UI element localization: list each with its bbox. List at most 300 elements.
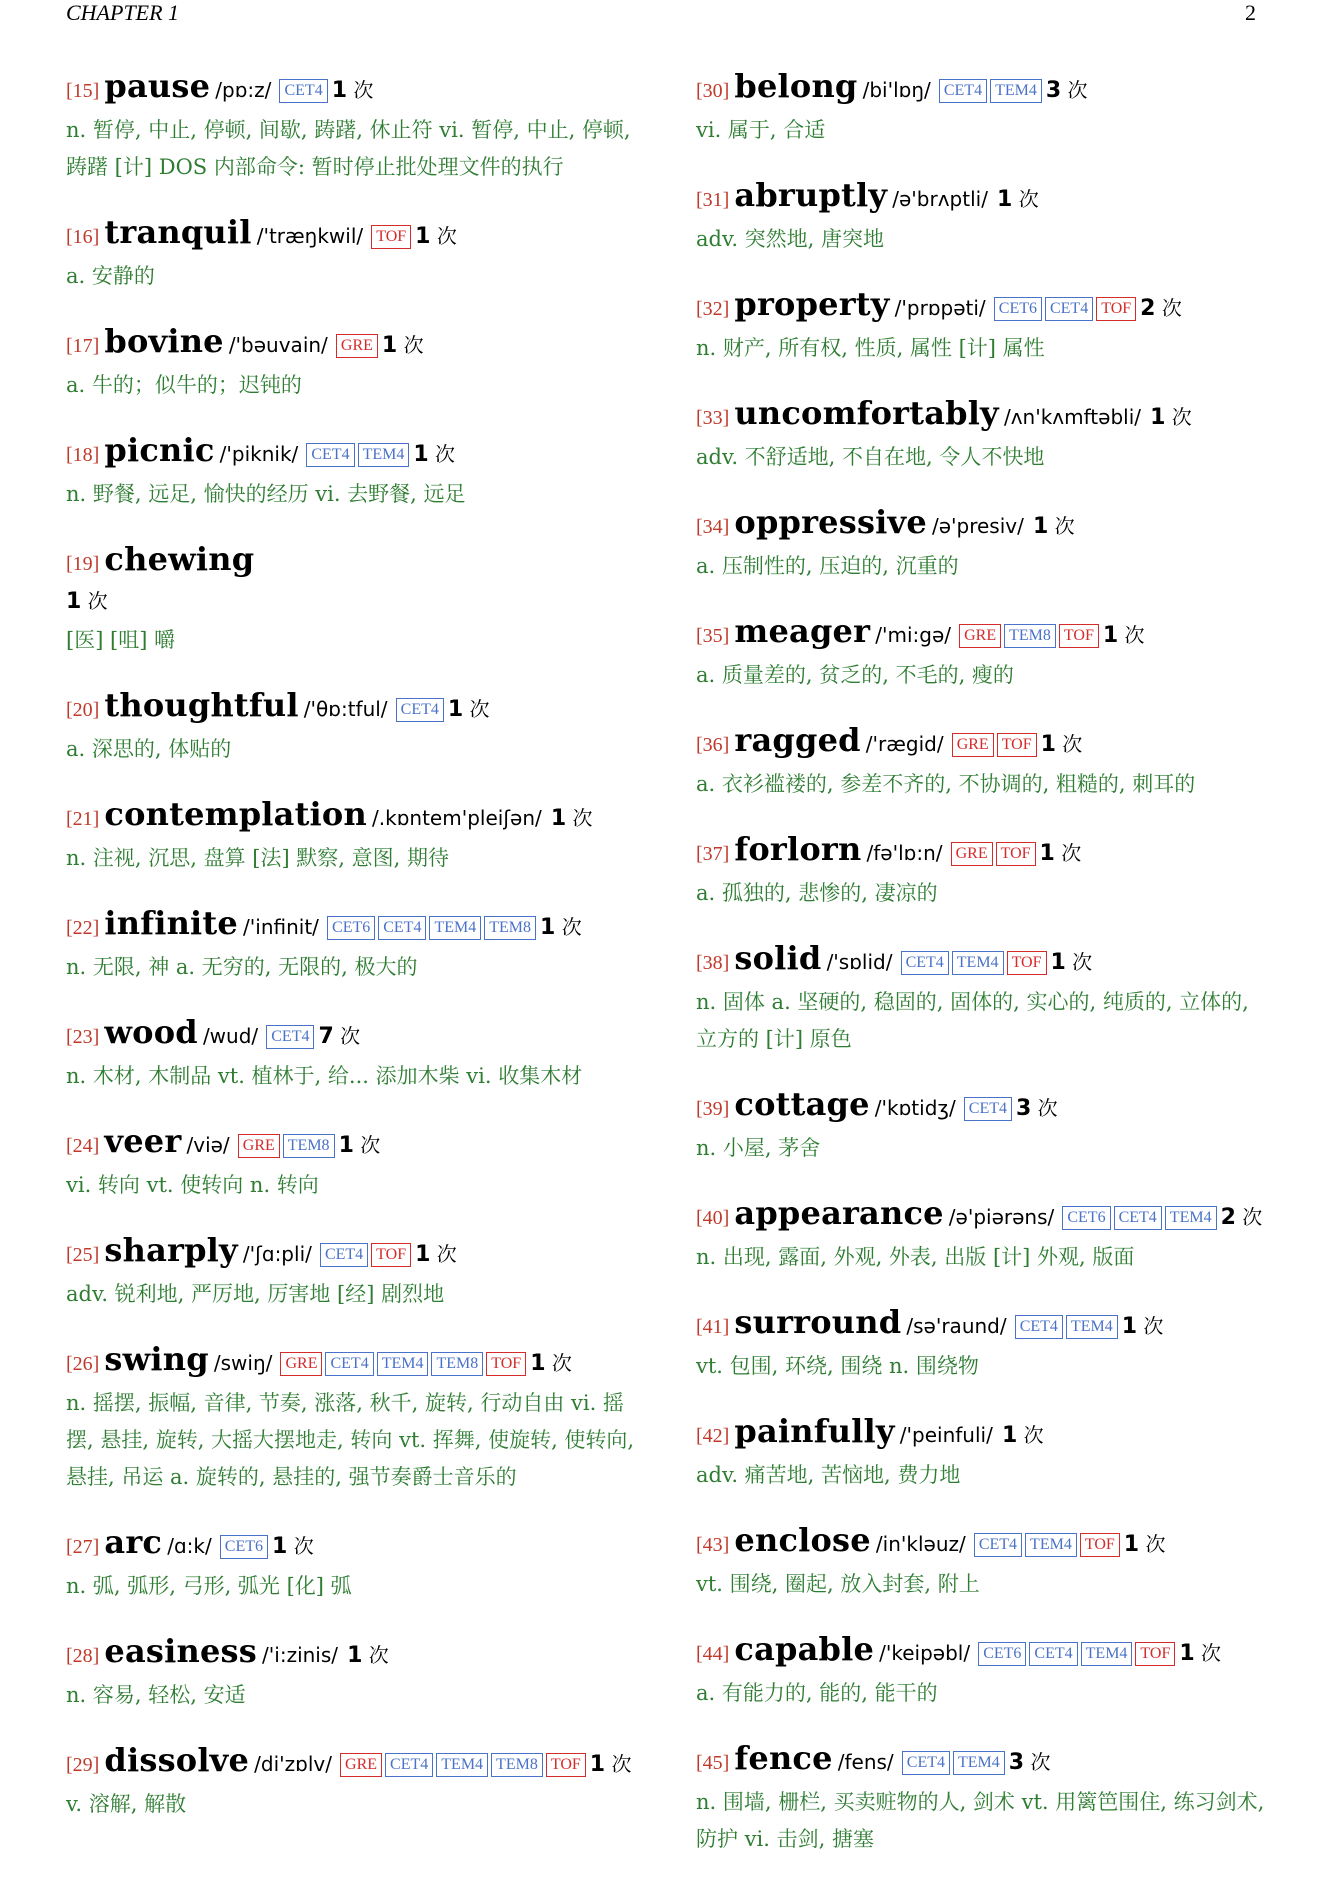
- count-unit: 次: [353, 78, 374, 102]
- count-value: 1: [413, 442, 429, 467]
- phonetic: /'i:zinis/: [262, 1643, 339, 1667]
- word-entry: [66, 1341, 636, 1496]
- entry-number: [45]: [696, 1752, 730, 1774]
- word-entry: [696, 1522, 1266, 1603]
- occurrence-count: [1221, 1205, 1263, 1229]
- exam-tag: TOF: [996, 842, 1036, 866]
- exam-tag: CET4: [396, 698, 444, 722]
- headword: pause: [104, 67, 211, 105]
- entry-headline: [696, 68, 1266, 110]
- definition: n. 财产, 所有权, 性质, 属性 [计] 属性: [696, 336, 1045, 360]
- count-value: 1: [1179, 1641, 1195, 1666]
- headword: thoughtful: [104, 686, 299, 724]
- exam-tag: GRE: [952, 733, 994, 757]
- chapter-label: CHAPTER 1: [66, 0, 180, 25]
- count-value: 3: [1016, 1096, 1032, 1121]
- phonetic: /ɑ:k/: [167, 1534, 212, 1558]
- entry-number: [42]: [696, 1425, 730, 1447]
- exam-tag: CET6: [1062, 1206, 1110, 1230]
- exam-tag: TEM4: [377, 1352, 429, 1376]
- occurrence-count: [1103, 623, 1145, 647]
- occurrence-count: [1122, 1314, 1164, 1338]
- count-value: 1: [381, 333, 398, 358]
- occurrence-count: [272, 1534, 314, 1558]
- occurrence-count: [339, 1133, 381, 1157]
- headword: uncomfortably: [734, 394, 999, 432]
- entry-headline: [66, 1014, 636, 1056]
- count-value: 1: [1001, 1423, 1018, 1448]
- count-unit: 次: [435, 442, 456, 466]
- definition: vt. 围绕, 圈起, 放入封套, 附上: [696, 1572, 980, 1596]
- entry-headline: [696, 1522, 1266, 1564]
- page-number: 2: [1245, 0, 1256, 25]
- entry-headline: [696, 1086, 1266, 1128]
- definition: n. 弧, 弧形, 弓形, 弧光 [化] 弧: [66, 1574, 352, 1598]
- count-unit: 次: [1161, 296, 1182, 320]
- count-value: 1: [550, 806, 567, 831]
- occurrence-count: [1009, 1750, 1051, 1774]
- headword: enclose: [734, 1521, 871, 1559]
- entry-headline: [66, 541, 636, 583]
- definition: adv. 突然地, 唐突地: [696, 227, 885, 251]
- entry-number: [15]: [66, 80, 100, 102]
- phonetic: /ə'presiv/: [931, 514, 1024, 538]
- occurrence-count: [540, 915, 582, 939]
- exam-tag: TEM4: [429, 916, 481, 940]
- definition: n. 出现, 露面, 外观, 外表, 出版 [计] 外观, 版面: [696, 1245, 1135, 1269]
- count-unit: 次: [551, 1351, 572, 1375]
- entry-number: [32]: [696, 298, 730, 320]
- occurrence-count: [590, 1752, 632, 1776]
- entry-headline: [696, 831, 1266, 873]
- exam-tag: CET6: [220, 1535, 268, 1559]
- phonetic: /wud/: [202, 1024, 259, 1048]
- phonetic: /bi'lɒŋ/: [862, 78, 931, 102]
- headword: dissolve: [104, 1741, 250, 1779]
- entry-headline: [696, 286, 1266, 328]
- definition: n. 无限, 神 a. 无穷的, 无限的, 极大的: [66, 955, 418, 979]
- occurrence-count: [1016, 1096, 1058, 1120]
- occurrence-count: [332, 78, 374, 102]
- count-value: 1: [415, 1242, 431, 1267]
- phonetic: /sə'raund/: [906, 1314, 1007, 1338]
- entry-headline: [696, 177, 1266, 219]
- entry-number: [34]: [696, 516, 730, 538]
- entry-headline: [66, 432, 636, 474]
- entry-headline: [66, 1232, 636, 1274]
- phonetic: /in'kləuz/: [875, 1532, 966, 1556]
- exam-tag: CET6: [327, 916, 375, 940]
- headword: easiness: [104, 1632, 257, 1670]
- phonetic: /fens/: [837, 1750, 894, 1774]
- entry-number: [41]: [696, 1316, 730, 1338]
- exam-tag: CET6: [978, 1642, 1026, 1666]
- exam-tag: TEM4: [1066, 1315, 1118, 1339]
- exam-tag: CET4: [378, 916, 426, 940]
- headword: swing: [104, 1340, 209, 1378]
- count-unit: 次: [368, 1643, 389, 1667]
- count-value: 1: [338, 1133, 354, 1158]
- word-entry: [66, 1123, 636, 1204]
- entry-columns: [66, 68, 1266, 1886]
- count-unit: 次: [572, 806, 593, 830]
- headword: picnic: [104, 431, 215, 469]
- word-entry: [696, 613, 1266, 694]
- definition: [医] [咀] 嚼: [66, 628, 176, 652]
- exam-tag: TEM4: [952, 951, 1004, 975]
- phonetic: /'prɒpəti/: [894, 296, 986, 320]
- occurrence-count: [66, 589, 108, 613]
- entry-headline: [696, 1413, 1266, 1455]
- count-unit: 次: [1143, 1314, 1164, 1338]
- entry-headline: [696, 613, 1266, 655]
- exam-tag: TEM4: [436, 1753, 488, 1777]
- count-unit: 次: [436, 1242, 457, 1266]
- definition: a. 有能力的, 能的, 能干的: [696, 1681, 938, 1705]
- occurrence-count: [347, 1643, 389, 1667]
- exam-tag: TOF: [1007, 951, 1047, 975]
- occurrence-count: [318, 1024, 360, 1048]
- occurrence-count: [1002, 1423, 1044, 1447]
- entry-number: [33]: [696, 407, 730, 429]
- word-entry: [66, 323, 636, 404]
- occurrence-count: [1040, 841, 1082, 865]
- entry-number: [27]: [66, 1536, 100, 1558]
- count-unit: 次: [1054, 514, 1075, 538]
- entry-number: [37]: [696, 843, 730, 865]
- count-value: 1: [1121, 1314, 1138, 1339]
- word-entry: [696, 504, 1266, 585]
- exam-tag: TOF: [1059, 624, 1099, 648]
- exam-tag: TEM8: [491, 1753, 543, 1777]
- entry-number: [26]: [66, 1353, 100, 1375]
- count-unit: 次: [611, 1752, 632, 1776]
- definition: n. 容易, 轻松, 安适: [66, 1683, 246, 1707]
- headword: abruptly: [734, 176, 888, 214]
- headword: surround: [734, 1303, 902, 1341]
- definition: a. 孤独的, 悲惨的, 凄凉的: [696, 881, 938, 905]
- definition: n. 注视, 沉思, 盘算 [法] 默察, 意图, 期待: [66, 846, 450, 870]
- exam-tag: GRE: [336, 334, 378, 358]
- word-entry: [696, 395, 1266, 476]
- entry-headline: [66, 687, 636, 729]
- count-unit: 次: [1030, 1750, 1051, 1774]
- exam-tag: TOF: [486, 1352, 526, 1376]
- entry-number: [38]: [696, 952, 730, 974]
- count-value: 1: [272, 1534, 288, 1559]
- word-entry: [66, 68, 636, 186]
- count-value: 1: [1050, 950, 1066, 975]
- word-entry: [696, 286, 1266, 367]
- entry-number: [24]: [66, 1135, 100, 1157]
- word-entry: [66, 1742, 636, 1823]
- headword: forlorn: [734, 830, 862, 868]
- exam-tag: TOF: [1135, 1642, 1175, 1666]
- exam-tag: GRE: [340, 1753, 382, 1777]
- exam-tag: TEM4: [1165, 1206, 1217, 1230]
- phonetic: /di'zɒlv/: [254, 1752, 332, 1776]
- exam-tag: CET4: [325, 1352, 373, 1376]
- word-entry: [66, 905, 636, 986]
- count-unit: 次: [1067, 78, 1088, 102]
- word-entry: [696, 940, 1266, 1058]
- definition: adv. 锐利地, 严厉地, 厉害地 [经] 剧烈地: [66, 1282, 445, 1306]
- entry-headline: [696, 1631, 1266, 1673]
- entry-number: [18]: [66, 444, 100, 466]
- exam-tag: TEM4: [358, 443, 410, 467]
- entry-headline: [696, 1740, 1266, 1782]
- exam-tag: GRE: [238, 1134, 280, 1158]
- occurrence-count: [1150, 405, 1192, 429]
- count-value: 1: [415, 224, 431, 249]
- count-unit: 次: [1171, 405, 1192, 429]
- count-unit: 次: [1124, 623, 1145, 647]
- count-unit: 次: [1242, 1205, 1263, 1229]
- exam-tag: TOF: [997, 733, 1037, 757]
- entry-number: [28]: [66, 1645, 100, 1667]
- occurrence-count: [415, 224, 457, 248]
- exam-tag: TEM8: [431, 1352, 483, 1376]
- headword: meager: [734, 612, 871, 650]
- phonetic: /'ʃɑ:pli/: [242, 1242, 312, 1266]
- occurrence-count: [1033, 514, 1075, 538]
- definition: n. 固体 a. 坚硬的, 稳固的, 固体的, 实心的, 纯质的, 立体的, 立方的 [计] 原色: [696, 990, 1249, 1051]
- word-entry: [66, 541, 636, 659]
- phonetic: /'kɒtidʒ/: [874, 1096, 956, 1120]
- headword: painfully: [734, 1412, 895, 1450]
- phonetic: /fə'lɒ:n/: [866, 841, 943, 865]
- headword: oppressive: [734, 503, 927, 541]
- phonetic: /ə'brʌptli/: [892, 187, 988, 211]
- word-entry: [696, 177, 1266, 258]
- count-value: 1: [1040, 732, 1056, 757]
- headword: ragged: [734, 721, 861, 759]
- count-unit: 次: [1037, 1096, 1058, 1120]
- exam-tag: TEM8: [283, 1134, 335, 1158]
- headword: bovine: [104, 322, 224, 360]
- word-entry: [66, 796, 636, 877]
- occurrence-count: [1124, 1532, 1166, 1556]
- exam-tag: TEM4: [990, 79, 1042, 103]
- entry-number: [16]: [66, 226, 100, 248]
- exam-tag: CET4: [1045, 297, 1093, 321]
- count-unit: 次: [1023, 1423, 1044, 1447]
- count-value: 2: [1140, 296, 1156, 321]
- definition: n. 野餐, 远足, 愉快的经历 vi. 去野餐, 远足: [66, 482, 466, 506]
- word-entry: [696, 1631, 1266, 1712]
- running-head: [66, 0, 1256, 30]
- headword: property: [734, 285, 890, 323]
- phonetic: /viə/: [186, 1133, 230, 1157]
- headword: appearance: [734, 1194, 944, 1232]
- definition: n. 木材, 木制品 vt. 植林于, 给... 添加木柴 vi. 收集木材: [66, 1064, 583, 1088]
- headword: capable: [734, 1630, 875, 1668]
- count-unit: 次: [360, 1133, 381, 1157]
- phonetic: /'træŋkwil/: [256, 224, 364, 248]
- definition: a. 安静的: [66, 264, 155, 288]
- occurrence-count: [382, 333, 424, 357]
- count-value: 1: [1150, 405, 1166, 430]
- entry-number: [29]: [66, 1754, 100, 1776]
- exam-tag: CET4: [385, 1753, 433, 1777]
- headword: cottage: [734, 1085, 870, 1123]
- phonetic: /'bəuvain/: [228, 333, 328, 357]
- phonetic: /ə'piərəns/: [948, 1205, 1055, 1229]
- count-value: 7: [318, 1024, 334, 1049]
- definition: n. 围墙, 栅栏, 买卖赃物的人, 剑术 vt. 用篱笆围住, 练习剑术, 防护 vi. 击剑, 搪塞: [696, 1790, 1265, 1851]
- count-value: 2: [1220, 1205, 1236, 1230]
- phonetic: /'infinit/: [243, 915, 319, 939]
- entry-headline: [696, 395, 1266, 437]
- exam-tag: TEM8: [1004, 624, 1056, 648]
- occurrence-count: [1051, 950, 1093, 974]
- word-entry: [696, 68, 1266, 149]
- exam-tag: TOF: [546, 1753, 586, 1777]
- exam-tag: CET4: [279, 79, 327, 103]
- entry-headline: [66, 1524, 636, 1566]
- headword: wood: [104, 1013, 198, 1051]
- count-unit: 次: [340, 1024, 361, 1048]
- count-line: [66, 583, 636, 620]
- entry-number: [36]: [696, 734, 730, 756]
- word-entry: [696, 1195, 1266, 1276]
- exam-tag: CET4: [901, 951, 949, 975]
- count-unit: 次: [436, 224, 457, 248]
- occurrence-count: [997, 187, 1039, 211]
- definition: a. 质量差的, 贫乏的, 不毛的, 瘦的: [696, 663, 1014, 687]
- definition: adv. 不舒适地, 不自在地, 令人不快地: [696, 445, 1045, 469]
- headword: fence: [734, 1739, 833, 1777]
- occurrence-count: [1041, 732, 1083, 756]
- definition: vt. 包围, 环绕, 围绕 n. 围绕物: [696, 1354, 979, 1378]
- count-value: 1: [540, 915, 556, 940]
- count-unit: 次: [403, 333, 424, 357]
- definition: a. 压制性的, 压迫的, 沉重的: [696, 554, 959, 578]
- count-value: 1: [1039, 841, 1055, 866]
- left-column: [66, 68, 636, 1886]
- phonetic: /pɒ:z/: [215, 78, 272, 102]
- count-unit: 次: [1201, 1641, 1222, 1665]
- headword: belong: [734, 67, 858, 105]
- entry-headline: [66, 214, 636, 256]
- exam-tag: TOF: [1080, 1533, 1120, 1557]
- word-entry: [66, 1524, 636, 1605]
- phonetic: /'sɒlid/: [826, 950, 893, 974]
- count-unit: 次: [1018, 187, 1039, 211]
- count-value: 1: [1032, 514, 1049, 539]
- word-entry: [66, 1232, 636, 1313]
- phonetic: /'keipəbl/: [879, 1641, 971, 1665]
- exam-tag: TEM4: [1081, 1642, 1133, 1666]
- count-value: 1: [1123, 1532, 1140, 1557]
- entry-number: [39]: [696, 1098, 730, 1120]
- right-column: [696, 68, 1266, 1886]
- count-value: 1: [589, 1752, 606, 1777]
- occurrence-count: [448, 697, 490, 721]
- headword: chewing: [104, 540, 255, 578]
- entry-headline: [696, 504, 1266, 546]
- headword: sharply: [104, 1231, 238, 1269]
- word-entry: [66, 432, 636, 513]
- headword: arc: [104, 1523, 163, 1561]
- headword: contemplation: [104, 795, 367, 833]
- count-value: 1: [1102, 623, 1119, 648]
- count-unit: 次: [1061, 841, 1082, 865]
- entry-headline: [696, 1195, 1266, 1237]
- entry-headline: [66, 1742, 636, 1784]
- headword: solid: [734, 939, 822, 977]
- exam-tag: CET4: [939, 79, 987, 103]
- entry-number: [25]: [66, 1244, 100, 1266]
- exam-tag: TEM4: [953, 1751, 1005, 1775]
- entry-number: [19]: [66, 553, 100, 575]
- word-entry: [696, 831, 1266, 912]
- count-value: 3: [1045, 78, 1062, 103]
- word-entry: [696, 1740, 1266, 1858]
- exam-tag: TOF: [1096, 297, 1136, 321]
- entry-number: [22]: [66, 917, 100, 939]
- occurrence-count: [1046, 78, 1088, 102]
- entry-headline: [66, 1341, 636, 1383]
- definition: n. 暂停, 中止, 停顿, 间歇, 踌躇, 休止符 vi. 暂停, 中止, 停顿, 踌躇 [计] DOS 内部命令: 暂时停止批处理文件的执行: [66, 118, 631, 179]
- exam-tag: CET4: [266, 1025, 314, 1049]
- count-unit: 次: [469, 697, 490, 721]
- definition: vi. 转向 vt. 使转向 n. 转向: [66, 1173, 319, 1197]
- definition: v. 溶解, 解散: [66, 1792, 187, 1816]
- word-entry: [66, 1014, 636, 1095]
- count-value: 1: [447, 697, 464, 722]
- count-value: 1: [66, 589, 82, 614]
- entry-number: [31]: [696, 189, 730, 211]
- word-entry: [696, 722, 1266, 803]
- headword: infinite: [104, 904, 238, 942]
- definition: a. 牛的；似牛的；迟钝的: [66, 373, 302, 397]
- headword: veer: [104, 1122, 182, 1160]
- entry-headline: [696, 1304, 1266, 1346]
- entry-number: [20]: [66, 699, 100, 721]
- word-entry: [66, 214, 636, 295]
- entry-number: [17]: [66, 335, 100, 357]
- exam-tag: CET4: [1029, 1642, 1077, 1666]
- exam-tag: CET4: [974, 1533, 1022, 1557]
- entry-number: [30]: [696, 80, 730, 102]
- exam-tag: CET4: [902, 1751, 950, 1775]
- definition: n. 小屋, 茅舍: [696, 1136, 821, 1160]
- count-unit: 次: [1062, 732, 1083, 756]
- entry-number: [21]: [66, 808, 100, 830]
- occurrence-count: [415, 1242, 457, 1266]
- occurrence-count: [1179, 1641, 1221, 1665]
- entry-headline: [66, 796, 636, 838]
- exam-tag: CET4: [964, 1097, 1012, 1121]
- entry-number: [23]: [66, 1026, 100, 1048]
- word-entry: [66, 687, 636, 768]
- word-entry: [696, 1086, 1266, 1167]
- entry-headline: [66, 905, 636, 947]
- definition: adv. 痛苦地, 苦恼地, 费力地: [696, 1463, 961, 1487]
- count-value: 1: [530, 1351, 546, 1376]
- entry-headline: [66, 68, 636, 110]
- exam-tag: CET4: [306, 443, 354, 467]
- word-entry: [696, 1304, 1266, 1385]
- exam-tag: GRE: [280, 1352, 322, 1376]
- entry-headline: [696, 722, 1266, 764]
- entry-number: [44]: [696, 1643, 730, 1665]
- phonetic: /'θɒ:tful/: [303, 697, 388, 721]
- count-unit: 次: [1145, 1532, 1166, 1556]
- entry-headline: [66, 1123, 636, 1165]
- occurrence-count: [413, 442, 455, 466]
